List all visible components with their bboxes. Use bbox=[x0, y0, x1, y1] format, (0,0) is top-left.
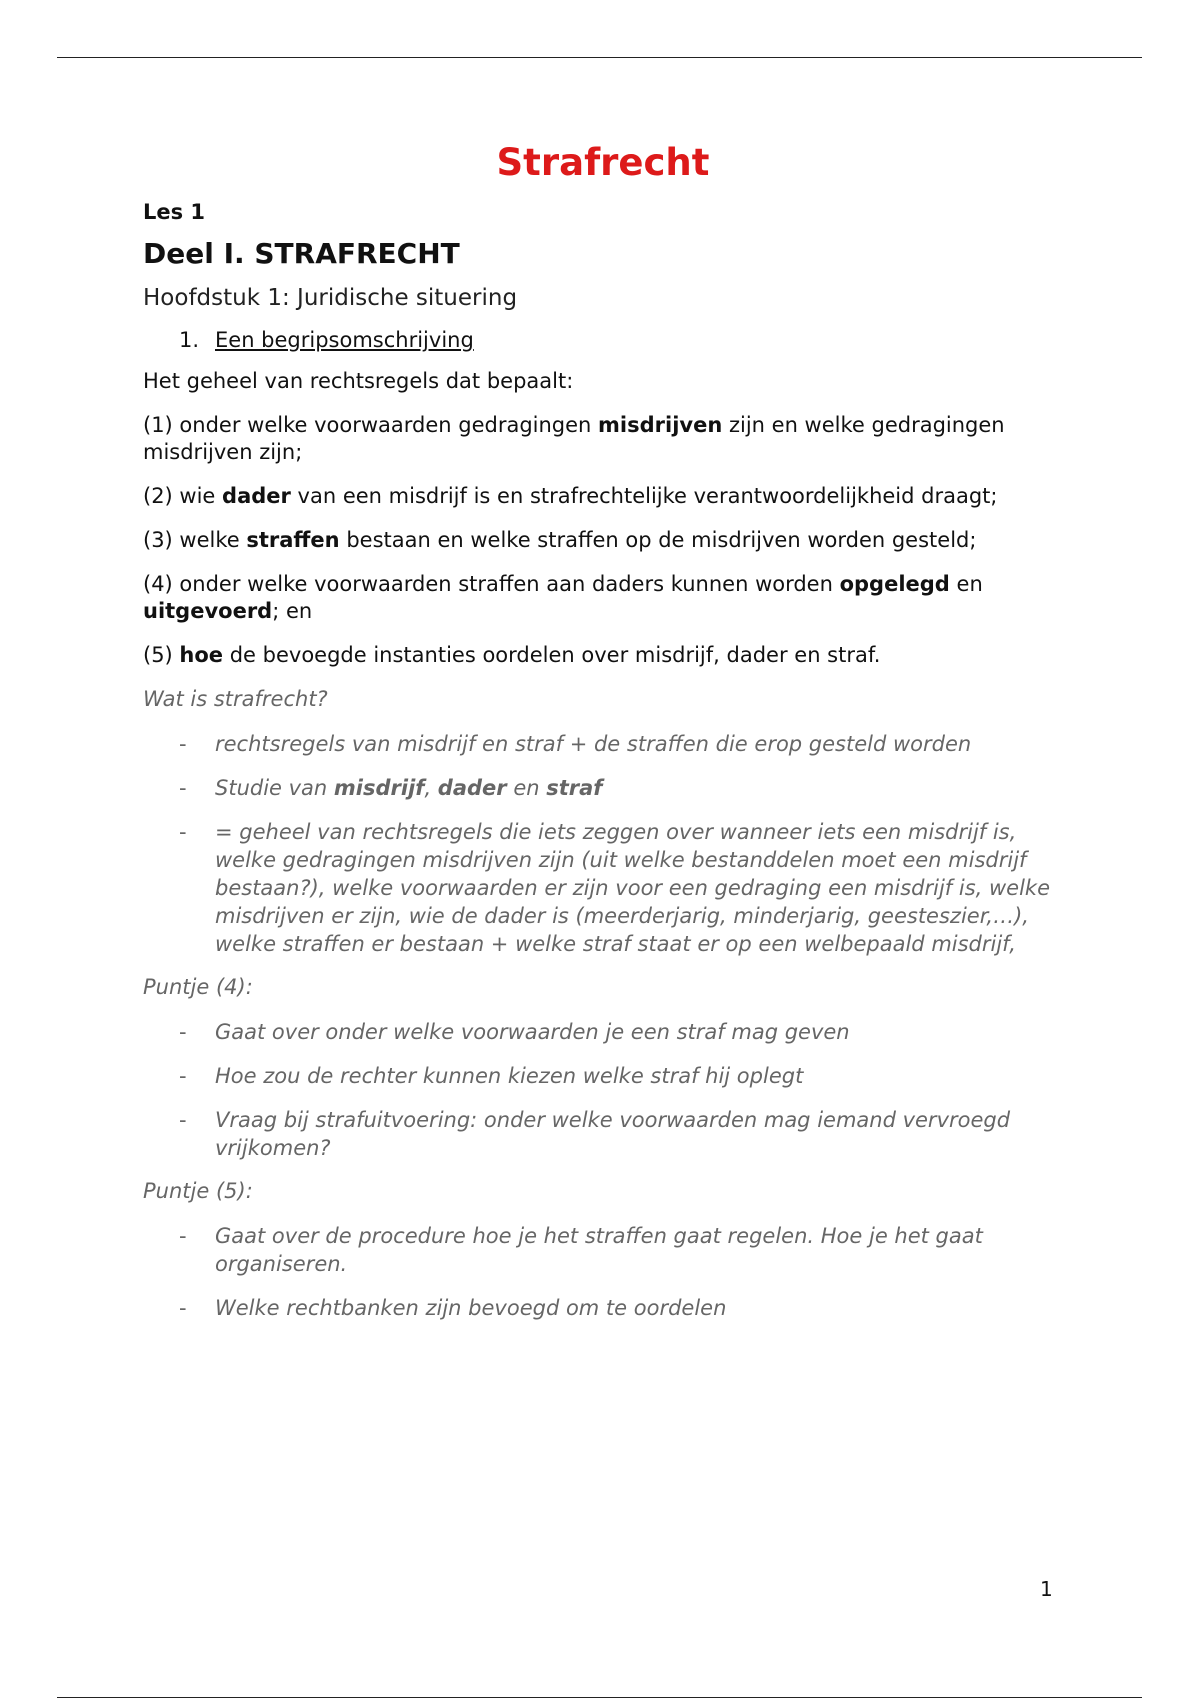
definition-item-5: (5) hoe de bevoegde instanties oordelen over misdrijf, dader en straf. bbox=[143, 643, 881, 667]
document-body bbox=[143, 138, 1063, 1338]
list-item: - Gaat over de procedure hoe je het straffen gaat regelen. Hoe je het gaat organiseren. bbox=[143, 1222, 1063, 1278]
bullet-dash: - bbox=[179, 1296, 187, 1320]
part-heading: Deel I. STRAFRECHT bbox=[143, 237, 460, 270]
definition-item-3: (3) welke straffen bestaan en welke straffen op de misdrijven worden gesteld; bbox=[143, 528, 977, 552]
bullet-dash: - bbox=[179, 1108, 187, 1132]
list-item: - Studie van misdrijf, dader en straf bbox=[143, 774, 1063, 802]
document-title: Strafrecht bbox=[496, 141, 710, 184]
list-item: - Gaat over onder welke voorwaarden je een straf mag geven bbox=[143, 1018, 1063, 1046]
definition-item-1: (1) onder welke voorwaarden gedragingen misdrijven zijn en welke gedragingen misdrijven zijn; bbox=[143, 413, 1005, 464]
section-heading bbox=[143, 326, 1063, 354]
intro-paragraph: Het geheel van rechtsregels dat bepaalt: bbox=[143, 369, 574, 393]
bullet-dash: - bbox=[179, 776, 187, 800]
section-label: Een begripsomschrijving bbox=[215, 328, 474, 352]
footer-rule bbox=[57, 1697, 1142, 1698]
bullet-dash: - bbox=[179, 1224, 187, 1248]
note-point-5-heading: Puntje (5): bbox=[143, 1179, 253, 1203]
definition-item-2: (2) wie dader van een misdrijf is en strafrechtelijke verantwoordelijkheid draagt; bbox=[143, 484, 998, 508]
note-list-what-is bbox=[143, 730, 1063, 958]
bullet-dash: - bbox=[179, 1020, 187, 1044]
note-list-point-4 bbox=[143, 1018, 1063, 1162]
note-list-point-5 bbox=[143, 1222, 1063, 1322]
list-item: - Hoe zou de rechter kunnen kiezen welke straf hij oplegt bbox=[143, 1062, 1063, 1090]
note-point-4-heading: Puntje (4): bbox=[143, 975, 253, 999]
bullet-dash: - bbox=[179, 820, 187, 844]
section-number: 1. bbox=[179, 328, 200, 352]
lesson-label: Les 1 bbox=[143, 200, 206, 224]
header-rule bbox=[57, 57, 1142, 58]
list-item: - rechtsregels van misdrijf en straf + de straffen die erop gesteld worden bbox=[143, 730, 1063, 758]
bullet-dash: - bbox=[179, 1064, 187, 1088]
page-number: 1 bbox=[1040, 1577, 1053, 1601]
note-question-what-is: Wat is strafrecht? bbox=[143, 687, 328, 711]
list-item: - = geheel van rechtsregels die iets zeggen over wanneer iets een misdrijf is, welke gedragingen misdrijven zijn (uit welke bestanddelen moet een misdrijf bestaan?), welke voorwaarden er zijn voor een gedraging een misdrijf is, welke misdrijven er zijn, wie de dader is (meerderjarig, minderjarig, geesteszier,…), welke straffen er bestaan + welke straf staat er op een welbepaald misdrijf, bbox=[143, 818, 1063, 958]
list-item: - Welke rechtbanken zijn bevoegd om te oordelen bbox=[143, 1294, 1063, 1322]
bullet-dash: - bbox=[179, 732, 187, 756]
definition-item-4: (4) onder welke voorwaarden straffen aan daders kunnen worden opgelegd en uitgevoerd; en bbox=[143, 572, 983, 623]
list-item: - Vraag bij strafuitvoering: onder welke voorwaarden mag iemand vervroegd vrijkomen? bbox=[143, 1106, 1063, 1162]
chapter-heading: Hoofdstuk 1: Juridische situering bbox=[143, 285, 518, 311]
